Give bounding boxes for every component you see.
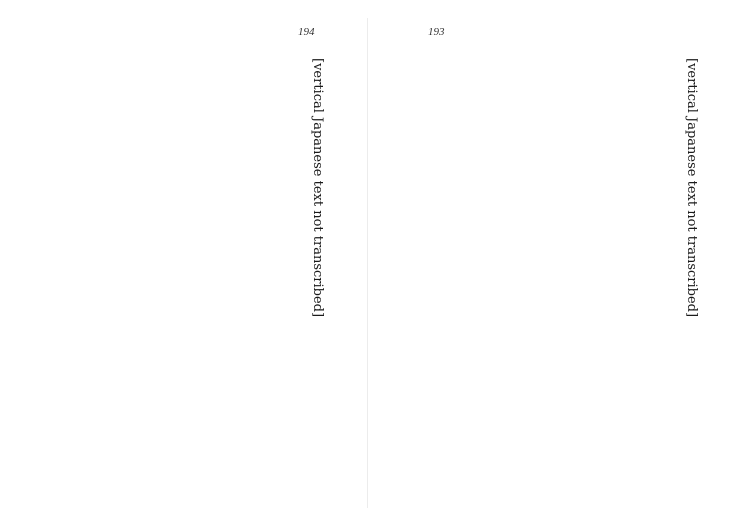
- right-page-number: 193: [428, 26, 445, 38]
- left-page-body: [62, 58, 326, 478]
- right-page-body: [404, 58, 700, 478]
- right-page: [368, 0, 736, 526]
- text-column: [vertical Japanese text not transcribed]: [684, 58, 699, 318]
- left-page-number: 194: [298, 26, 315, 38]
- text-column: [vertical Japanese text not transcribed]: [310, 58, 325, 318]
